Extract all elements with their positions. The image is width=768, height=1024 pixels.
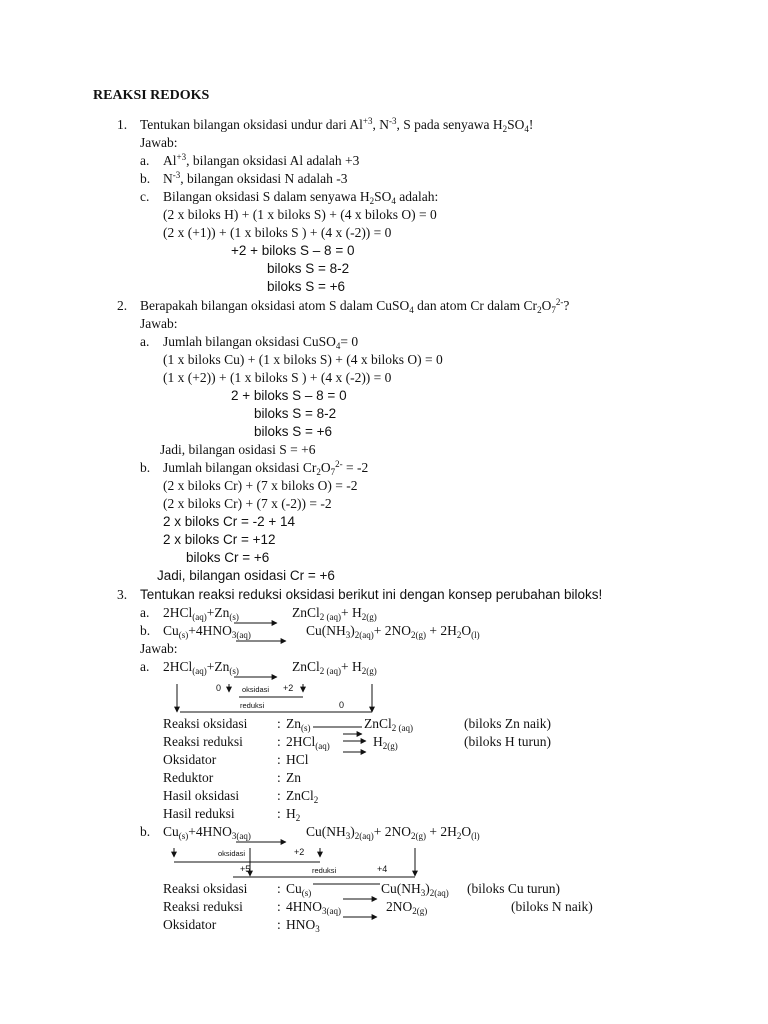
- ann-a-zero-1: 0: [216, 683, 222, 693]
- a-hasil-reduksi-label: Hasil reduksi: [163, 806, 235, 821]
- q3-jawab: Jawab:: [140, 641, 178, 656]
- q1-c-text: Bilangan oksidasi S dalam senyawa $H_2SO_4$ adalah:: [163, 189, 439, 206]
- a-reduktor-label: Reduktor: [163, 770, 214, 785]
- q2-b-line-4: 2 x biloks Cr = +12: [163, 532, 276, 547]
- a-reduksi-left: 2HCl$_{(aq)}$: [286, 734, 330, 751]
- b-oksidator-label: Oksidator: [163, 917, 217, 932]
- ans-b-products: $Cu(NH_3)_{2(aq)}+ 2NO_{2(g)} + 2H_2O_{(l)}$: [306, 824, 480, 841]
- ann-b-oksidasi: oksidasi: [218, 849, 246, 858]
- page-title: REAKSI REDOKS: [93, 88, 210, 103]
- q1-b-label: b.: [140, 171, 151, 186]
- ann-a-oksidasi: oksidasi: [242, 685, 270, 694]
- q2-a-text: Jumlah bilangan oksidasi CuSO$_4$= 0: [163, 334, 359, 351]
- q3-b-label: b.: [140, 623, 151, 638]
- a-oksidasi-colon: :: [277, 716, 281, 731]
- q1-line-3: +2 + biloks S – 8 = 0: [231, 243, 355, 258]
- q1-number: 1.: [117, 117, 128, 132]
- a-oksidasi-right: ZnCl$_{2 (aq)}$: [364, 716, 414, 733]
- a-reduksi-label: Reaksi reduksi: [163, 734, 243, 749]
- b-reduksi-colon: :: [277, 899, 281, 914]
- q2-a-line-5: biloks S = +6: [254, 424, 333, 439]
- q2-a-line-4: biloks S = 8-2: [254, 406, 337, 421]
- q2-a-line-2: (1 x (+2)) + (1 x biloks S ) + (4 x (-2)) = 0: [163, 370, 392, 385]
- b-reduksi-label: Reaksi reduksi: [163, 899, 243, 914]
- a-hasil-oksidasi-colon: :: [277, 788, 281, 803]
- q2-a-line-3: 2 + biloks S – 8 = 0: [231, 388, 347, 403]
- a-reduksi-note: (biloks H turun): [464, 734, 551, 749]
- q2-b-conclusion: Jadi, bilangan osidasi Cr = +6: [157, 568, 335, 583]
- q1-a-text: $Al^{+3}$, bilangan oksidasi Al adalah +3: [163, 152, 360, 168]
- q2-b-label: b.: [140, 460, 151, 475]
- q3-a-label: a.: [140, 605, 150, 620]
- q1-line-5: biloks S = +6: [267, 279, 346, 294]
- b-oksidator-value: $HNO_3$: [286, 917, 320, 934]
- ans-a-products: ZnCl$_{2 (aq)}$+ $H_{2(g)}$: [292, 659, 377, 676]
- q1-b-text: $N^{-3}$, bilangan oksidasi N adalah -3: [163, 170, 348, 186]
- a-oksidasi-note: (biloks Zn naik): [464, 716, 551, 731]
- q3-ans-a-label: a.: [140, 659, 150, 674]
- q2-a-conclusion: Jadi, bilangan osidasi S = +6: [160, 442, 316, 457]
- b-oksidasi-colon: :: [277, 881, 281, 896]
- b-reduksi-left: $4HNO_{3(aq)}$: [286, 899, 341, 916]
- q2-b-line-5: biloks Cr = +6: [186, 550, 270, 565]
- b-oksidator-colon: :: [277, 917, 281, 932]
- ann-a-zero-2: 0: [339, 700, 345, 710]
- q3-number: 3.: [117, 587, 128, 602]
- q1-c-label: c.: [140, 189, 150, 204]
- q2-b-line-1: (2 x biloks Cr) + (7 x biloks O) = -2: [163, 478, 358, 493]
- q1-question: Tentukan bilangan oksidasi undur dari $Al^{+3}$, $N^{-3}$, S pada senyawa $H_2SO_4$!: [140, 116, 534, 134]
- a-reduksi-colon: :: [277, 734, 281, 749]
- q1-line-1: (2 x biloks H) + (1 x biloks S) + (4 x biloks O) = 0: [163, 207, 437, 222]
- a-reduksi-right: $H_{2(g)}$: [373, 734, 398, 751]
- q1-line-4: biloks S = 8-2: [267, 261, 350, 276]
- rxn-b-products: $Cu(NH_3)_{2(aq)}+ 2NO_{2(g)} + 2H_2O_{(l)}$: [306, 623, 480, 640]
- q2-a-label: a.: [140, 334, 150, 349]
- a-oksidasi-label: Reaksi oksidasi: [163, 716, 248, 731]
- a-hasil-reduksi-colon: :: [277, 806, 281, 821]
- ans-a-reactants: $2HCl_{(aq)}+Zn_{(s)}$: [163, 659, 239, 676]
- a-oksidator-value: HCl: [286, 752, 309, 767]
- a-reduktor-value: Zn: [286, 770, 301, 785]
- q2-b-text: Jumlah bilangan oksidasi $Cr_2O_7^{2-} = -2$: [163, 459, 369, 477]
- ann-b-plus4: +4: [377, 864, 388, 874]
- q2-jawab: Jawab:: [140, 316, 178, 331]
- a-hasil-reduksi-value: $H_2$: [286, 806, 301, 823]
- q2-a-line-1: (1 x biloks Cu) + (1 x biloks S) + (4 x biloks O) = 0: [163, 352, 443, 367]
- b-reduksi-note: (biloks N naik): [511, 899, 593, 914]
- b-oksidasi-left: $Cu_{(s)}$: [286, 881, 312, 898]
- a-hasil-oksidasi-label: Hasil oksidasi: [163, 788, 240, 803]
- a-oksidator-label: Oksidator: [163, 752, 217, 767]
- b-oksidasi-note: (biloks Cu turun): [467, 881, 560, 896]
- q1-line-2: (2 x (+1)) + (1 x biloks S ) + (4 x (-2)) = 0: [163, 225, 392, 240]
- ann-a-reduksi: reduksi: [240, 701, 265, 710]
- q2-number: 2.: [117, 298, 128, 313]
- q1-a-label: a.: [140, 153, 150, 168]
- a-oksidasi-left: $Zn_{(s)}$: [286, 716, 311, 733]
- rxn-a-products: ZnCl$_{2 (aq)}$+ $H_{2(g)}$: [292, 605, 377, 622]
- q1-jawab: Jawab:: [140, 135, 178, 150]
- q2-b-line-2: (2 x biloks Cr) + (7 x (-2)) = -2: [163, 496, 332, 511]
- b-oksidasi-right: $Cu(NH_3)_{2(aq)}$: [381, 881, 449, 898]
- rxn-a-reactants: $2HCl_{(aq)}+Zn_{(s)}$: [163, 605, 239, 622]
- q2-question: Berapakah bilangan oksidasi atom S dalam CuSO$_4$ dan atom Cr dalam $Cr_2O_7^{2-}$?: [140, 297, 570, 315]
- q2-b-line-3: 2 x biloks Cr = -2 + 14: [163, 514, 296, 529]
- a-reduktor-colon: :: [277, 770, 281, 785]
- q3-question: Tentukan reaksi reduksi oksidasi berikut ini dengan konsep perubahan biloks!: [140, 587, 603, 602]
- a-hasil-oksidasi-value: ZnCl$_2$: [286, 788, 319, 805]
- ans-b-reactants: $Cu_{(s)}+4HNO_{3(aq)}$: [163, 824, 251, 841]
- a-oksidator-colon: :: [277, 752, 281, 767]
- b-reduksi-right: $2NO_{2(g)}$: [386, 899, 428, 916]
- q3-ans-b-label: b.: [140, 824, 151, 839]
- ann-a-plus2: +2: [283, 683, 294, 693]
- ann-b-plus2: +2: [294, 847, 305, 857]
- ann-b-reduksi: reduksi: [312, 866, 337, 875]
- ann-b-plus5: +5: [240, 864, 251, 874]
- b-oksidasi-label: Reaksi oksidasi: [163, 881, 248, 896]
- rxn-b-reactants: $Cu_{(s)}+4HNO_{3(aq)}$: [163, 623, 251, 640]
